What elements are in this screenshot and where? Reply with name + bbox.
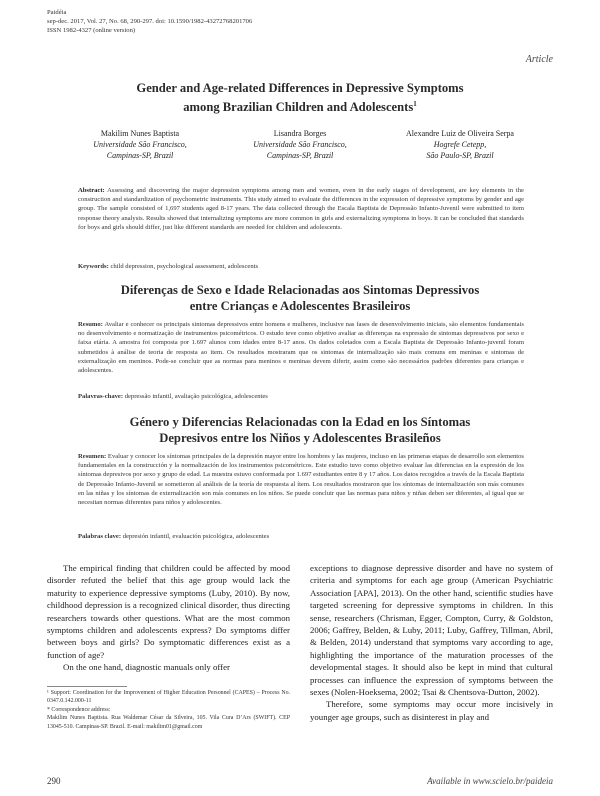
journal-issn: ISSN 1982-4327 (online version) (47, 27, 136, 34)
resumo-text: Avaliar e conhecer os principais sintomas depressivos entre homens e mulheres, inclusive nas fases de desenvolvimento iniciais, são elementos fundamentais no desenvolvimento e normatização de instrumentos psicométricos. O estudo teve como objetivo avaliar as diferenças na expressão de sintomas depressivos por sexo e faixa etária. A amostra foi composta por 1.697 alunos com idades entre 8-17 anos. Os dados coletados com a Escala Baptista de Depressão Infanto-juvenil foram submetidos à análise de teoria de resposta ao item. Os resultados mostraram que os sintomas de internalização são mais comuns em meninas e sintomas de externalização em meninos. Pode-se concluir que as normas para meninos e meninas devem diferir, assim como são necessários padrões diferentes para crianças e adolescentes. (78, 321, 524, 375)
title-es-line2: Depresivos entre los Niños y Adolescentes Brasileños (159, 431, 441, 445)
title-en-line2-wrap (60, 96, 540, 115)
body-paragraph: Therefore, some symptoms may occur more incisively in younger age groups, such as disinterest in play and (310, 699, 553, 722)
title-en-line1: Gender and Age-related Differences in Depressive Symptoms (136, 81, 464, 95)
abstract-text: Assessing and discovering the major depression symptoms among men and women, even in the early stages of development, are key elements in the construction and standardization of psychometric instruments. This study aimed to evaluate the differences in the expression of depressive symptoms by gender and age group. The sample consisted of 1,697 students aged 8-17 years. The data collected through the Escala Baptista de Depressão Infanto-Juvenil were submitted to item response theory analysis. Results showed that internalizing symptoms are more common in girls and externalizing symptoms in boys. It can be concluded that standards for boys and girls should differ, just like different standards are needed for children and adolescents. (78, 187, 524, 231)
title-es-line1: Género y Diferencias Relacionadas con la Edad en los Síntomas (129, 415, 471, 429)
author-location: Campinas-SP, Brazil (106, 151, 174, 160)
title-footnote-mark: 1 (413, 100, 417, 108)
keywords-spanish (78, 532, 524, 541)
abstract-portuguese (78, 320, 524, 375)
resumen-label: Resumen: (78, 453, 107, 460)
availability-link[interactable]: Available in www.scielo.br/paideia (427, 776, 553, 786)
keywords-english (78, 262, 524, 271)
author-location: São Paulo-SP, Brazil (426, 151, 494, 160)
keywords-text: child depression, psychological assessment, adolescents (110, 263, 259, 270)
palavras-chave-label: Palavras-chave: (78, 393, 124, 400)
title-english (60, 80, 540, 115)
author-name: Lisandra Borges (273, 129, 327, 138)
author-1 (60, 128, 220, 161)
footnote-divider (47, 686, 127, 687)
author-name: Alexandre Luiz de Oliveira Serpa (406, 129, 514, 138)
palavras-chave-text: depressão infantil, avaliação psicológica, adolescentes (124, 393, 268, 400)
footnote-address: Makilim Nunes Baptista. Rua Waldemar César da Silveira, 105. Vila Cura D’Ars (SWIFT). CEP 13045-510. Campinas-SP. Brazil. E-mail: makilim01@gmail.com (47, 715, 290, 730)
abstract-spanish (78, 452, 524, 507)
resumen-text: Evaluar y conocer los síntomas principales de la depresión mayor entre los hombres y las mujeres, incluso en las primeras etapas de desarrollo son elementos fundamentales en la construcción y la normalización de los instrumentos psicométricos. Este estudio tuvo como objetivo evaluar las diferencias en la expresión de los síntomas depresivos por sexo y grupo de edad. La muestra estuvo conformada por 1.697 estudiantes entre 8 y 17 años. Los datos recogidos a través de la Escala Baptista de Depressão Infanto-Juvenil se sometieron al análisis de la teoría de respuesta al ítem. Los resultados mostraron que los síntomas de internalización son más comunes en las niñas y los síntomas de externalización son más comunes en los niños. Se puede concluir que las normas para niños y niñas deben ser diferentes, al igual que se necesitan normas diferentes para niños y adolescentes. (78, 453, 524, 507)
title-pt-line1: Diferenças de Sexo e Idade Relacionadas aos Sintomas Depressivos (120, 283, 480, 297)
keywords-portuguese (78, 392, 524, 401)
palabras-clave-text: depresión infantil, evaluación psicológica, adolescentes (122, 533, 270, 540)
body-paragraph: On the one hand, diagnostic manuals only offer (63, 662, 230, 673)
author-location: Campinas-SP, Brazil (266, 151, 334, 160)
journal-issue-line: sep-dec. 2017, Vol. 27, No. 68, 290-297. doi: 10.1590/1982-43272768201706 (47, 18, 253, 25)
abstract-english (78, 186, 524, 232)
title-pt-line2: entre Crianças e Adolescentes Brasileiros (189, 299, 411, 313)
title-spanish (60, 414, 540, 446)
author-affiliation: Universidade São Francisco, (253, 140, 347, 149)
palabras-clave-label: Palabras clave: (78, 533, 122, 540)
author-name: Makilim Nunes Baptista (100, 129, 180, 138)
resumo-label: Resumo: (78, 321, 103, 328)
title-en-line2: among Brazilian Children and Adolescents (183, 100, 414, 115)
author-2 (220, 128, 380, 161)
footnote-correspondence-label: * Correspondence address: (47, 706, 111, 713)
author-affiliation: Hogrefe Cetepp, (433, 140, 487, 149)
journal-header (47, 8, 252, 35)
body-column-right (310, 562, 553, 723)
author-affiliation: Universidade São Francisco, (93, 140, 187, 149)
journal-name: Paidéia (47, 9, 67, 16)
abstract-label: Abstract: (78, 187, 105, 194)
footnote-support: ¹ Support: Coordination for the Improvement of Higher Education Personnel (CAPES) – Process No. 0347.0.142.000-11 (47, 690, 290, 705)
keywords-label: Keywords: (78, 263, 109, 270)
body-column-left (47, 562, 290, 674)
author-list (60, 128, 540, 161)
title-portuguese (60, 282, 540, 314)
footnotes (47, 689, 290, 731)
body-paragraph: exceptions to diagnose depressive disorder and have no system of criteria and symptoms for each age group (American Psychiatric Association [APA], 2013). On the other hand, scientific studies have targeted screening for depressive symptoms in children. In this sense, researchers (Chrisman, Egger, Compton, Curry, & Goldston, 2006; Gaffrey, Belden, & Luby, 2011; Luby, Gaffrey, Tillman, Abril, & Belden, 2014) understand that symptoms vary according to age, highlighting the importance of the maturation processes of the developmental stages. It should also be kept in mind that cultural processes can influence the expression of symptoms between the sexes (Nolen-Hoeksema, 2002; Tsai & Chentsova-Dutton, 2002). (310, 563, 553, 698)
author-3 (380, 128, 540, 161)
article-type-label: Article (525, 54, 553, 65)
page-number: 290 (47, 776, 61, 786)
body-paragraph: The empirical finding that children could be affected by mood disorder refuted the belief that this age group would lack the maturity to experience depressive symptoms (Luby, 2010). By now, childhood depression is a recognized clinical disorder, thus directing researchers towards other questions. What are the most common symptoms children and adolescents express? Do symptoms differ between boys and girls? Do symptomatic differences exist as a function of age? (47, 563, 290, 660)
